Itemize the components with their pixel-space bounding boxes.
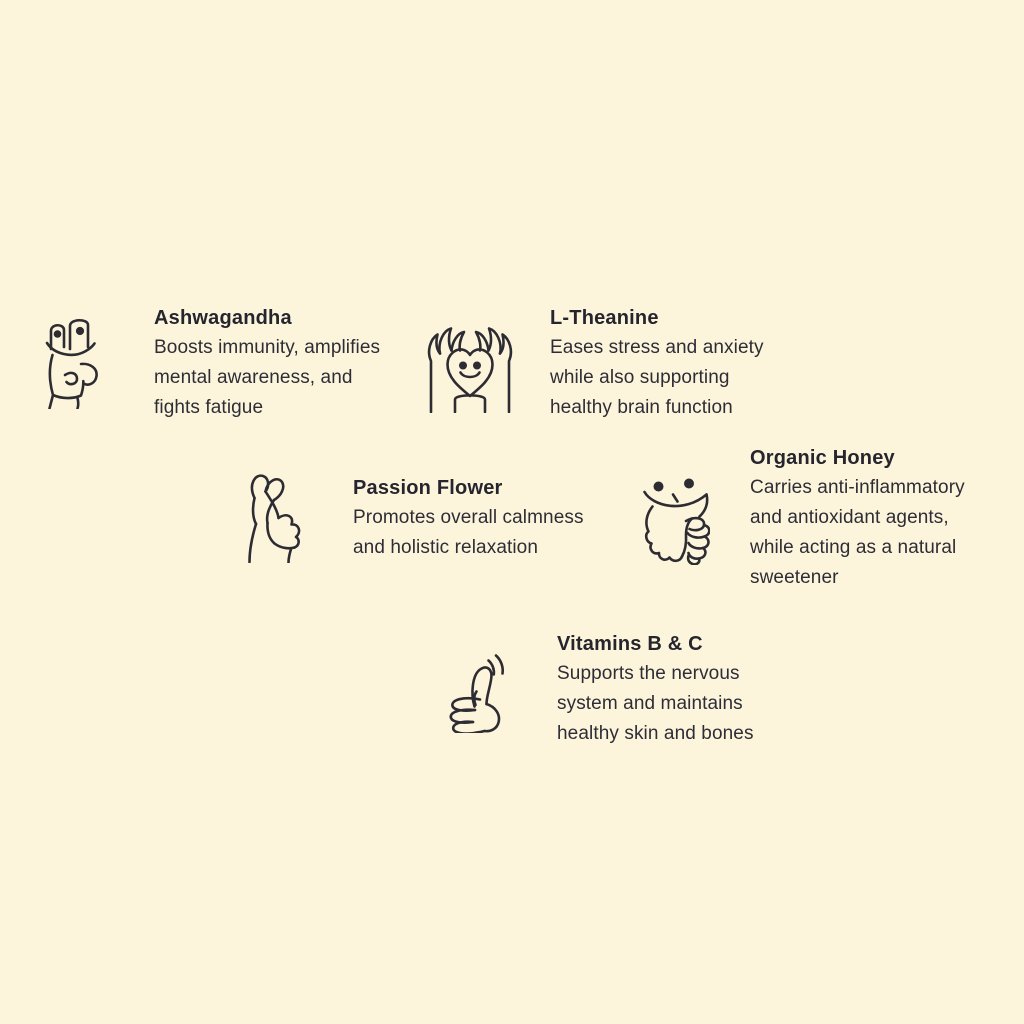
ingredient-description-line: healthy skin and bones bbox=[557, 723, 754, 744]
ingredient-description-line: Supports the nervous bbox=[557, 663, 740, 684]
ingredient-description-line: fights fatigue bbox=[154, 397, 264, 418]
ingredient-description-line: and antioxidant agents, bbox=[750, 507, 949, 528]
heart-hands-face-icon bbox=[423, 319, 517, 413]
ingredient-description-line: Boosts immunity, amplifies bbox=[154, 337, 381, 358]
ingredient-title: Organic Honey bbox=[750, 447, 895, 469]
clasped-hands-face-icon bbox=[642, 473, 710, 565]
ingredient-description-line: while also supporting bbox=[550, 367, 730, 388]
thumbs-up-icon bbox=[444, 649, 506, 733]
ingredient-l-theanine bbox=[423, 303, 783, 433]
ingredient-description-line: mental awareness, and bbox=[154, 367, 353, 388]
ingredient-ashwagandha bbox=[44, 303, 404, 433]
ingredient-title: L-Theanine bbox=[550, 307, 659, 329]
ingredient-description-line: healthy brain function bbox=[550, 397, 733, 418]
ingredient-title: Vitamins B & C bbox=[557, 633, 703, 655]
ingredient-vitamins-b-c bbox=[444, 629, 804, 759]
ingredient-description-line: and holistic relaxation bbox=[353, 537, 539, 558]
ingredient-description-line: Promotes overall calmness bbox=[353, 507, 584, 528]
ingredient-organic-honey bbox=[642, 443, 1002, 603]
ingredient-title: Passion Flower bbox=[353, 477, 503, 499]
ingredient-passion-flower bbox=[242, 473, 602, 583]
crossed-fingers-icon bbox=[242, 467, 304, 563]
ingredient-description-line: system and maintains bbox=[557, 693, 743, 714]
ingredient-title: Ashwagandha bbox=[154, 307, 292, 329]
ingredient-description-line: Carries anti-inflammatory bbox=[750, 477, 965, 498]
ingredient-description-line: Eases stress and anxiety bbox=[550, 337, 764, 358]
peace-fingers-face-icon bbox=[44, 317, 110, 409]
ingredient-description-line: sweetener bbox=[750, 567, 839, 588]
ingredient-description-line: while acting as a natural bbox=[750, 537, 957, 558]
